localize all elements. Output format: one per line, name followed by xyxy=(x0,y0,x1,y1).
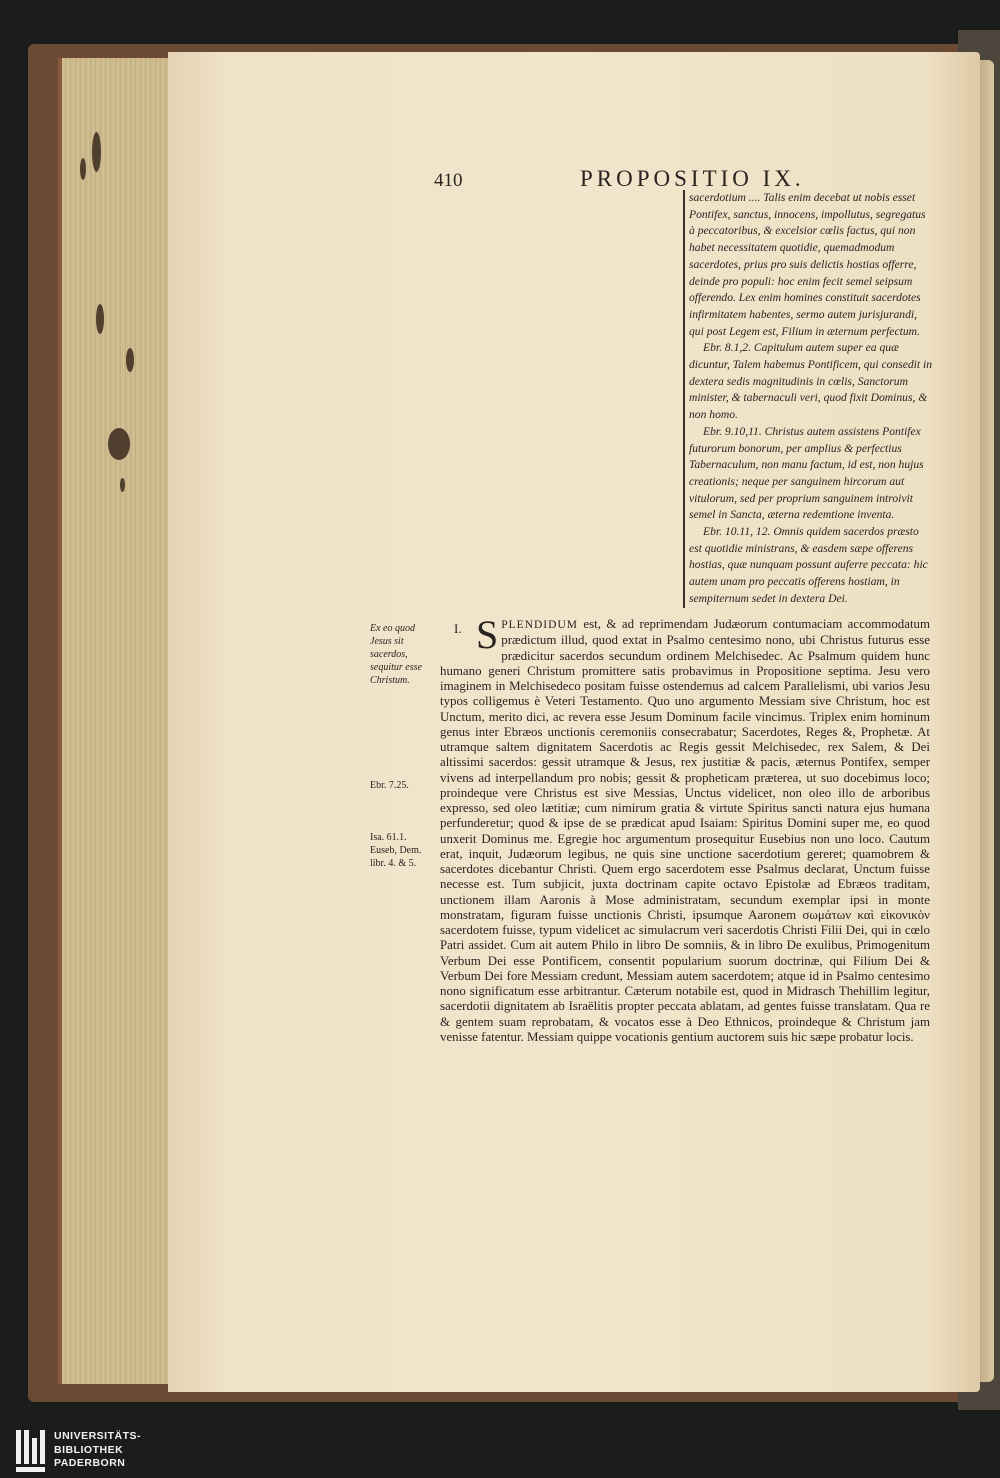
section-number: I. xyxy=(454,621,462,636)
margin-note: Ex eo quod Jesus sit sacerdos, sequitur esse Christum. xyxy=(370,623,422,686)
quote-paragraph: Ebr. 8.1,2. Capitulum autem super ea quæ dicuntur, Talem habemus Pontificem, qui consedit in dextera sedis magnitudinis in cœlis, Sanctorum minister, & tabernaculi veri, quod fixit Dominus, & non homo. xyxy=(689,341,933,422)
ink-stain xyxy=(108,428,130,460)
drop-cap: S xyxy=(476,612,499,657)
page-number: 410 xyxy=(434,170,463,191)
logo-line: UNIVERSITÄTS- xyxy=(54,1430,142,1442)
margin-note: Ebr. 7.25. xyxy=(370,780,409,791)
opening-word: PLENDIDUM xyxy=(501,619,578,631)
ink-stain xyxy=(126,348,134,372)
library-logo-icon xyxy=(16,1430,46,1472)
quote-paragraph: Ebr. 9.10,11. Christus autem assistens Pontifex futurorum bonorum, per amplius & perfectius Tabernaculum, non manu factum, id est, non hujus creationis; neque per sanguinem hircorum aut vitulorum, sed per proprium sanguinem introivit semel in Sancta, æterna redemtione inventa. xyxy=(689,424,924,522)
ink-stain xyxy=(96,304,104,334)
book-fore-edge xyxy=(58,58,178,1384)
ink-stain xyxy=(80,158,86,180)
margin-note: Isa. 61.1. Euseb, Dem. libr. 4. & 5. xyxy=(370,832,422,869)
logo-line: BIBLIOTHEK xyxy=(54,1443,124,1456)
logo-line: PADERBORN xyxy=(54,1457,126,1469)
quote-paragraph: sacerdotium .... Talis enim decebat ut nobis esset Pontifex, sanctus, innocens, impollutus, segregatus à peccatoribus, & excelsior cœlis factus, qui non habet necessitatem quotidie, quemadmodum sacerdotes, prius pro suis delictis hostias offerre, deinde pro populi: hoc enim fecit semel seipsum offerendo. Lex enim homines constituit sacerdotes infirmitatem habentes, sermo autem jurisjurandi, qui post Legem est, Filium in æternum perfectum. xyxy=(689,191,926,338)
library-logo-text xyxy=(54,1430,141,1471)
scripture-quote-column xyxy=(683,190,934,608)
body-text xyxy=(440,612,930,1045)
quote-paragraph: Ebr. 10.11, 12. Omnis quidem sacerdos præsto est quotidie ministrans, & easdem sæpe offerens hostias, quæ nunquam possunt auferre peccata: hic autem unam pro peccatis offerens hostiam, in sempiternum sedet in dextera Dei. xyxy=(689,525,928,605)
ink-stain xyxy=(120,478,125,492)
running-head: PROPOSITIO IX. xyxy=(580,166,805,191)
ink-stain xyxy=(92,132,101,172)
body-paragraph: est, & ad reprimendam Judæorum contumaciam accommodatum prædictum illud, quod extat in Psalmo centesimo nono, ubi Christus futurus esse prædicitur sacerdos secundum ordinem Melchisedec. Ac Psalmum quidem hunc humano generi Christum promittere satis probavimus in Propositione septima. Jesu vero imaginem in Melchisedeco positam fuisse ostendemus ad calcem Parallelismi, ubi varios Jesu typos colligemus è Veteri Testamento. Quo uno argumento Messiam sive Christum, hoc est Unctum, merito dici, ac revera esse Jesum Dominum facile vincimus. Triplex enim hominum genus inter Ebræos unctionis ceremoniis consecrabatur; Sacerdotes, Reges &, Prophetæ. At utramque saltem dignitatem Sacerdotis ac Regis gessit Melchisedec, rex Salem, & Dei altissimi sacerdos: gessit utramque & Jesus, rex justitiæ & pacis, æternus Pontifex, semper vivens ad interpellandum pro nobis; gessit & propheticam præterea, ut suo docebimus loco; proindeque vere Christus est sive Messias, Unctus videlicet, non oleo illo de arboribus expresso, sed oleo lætitiæ; cum nimirum gratia & virtute Spiritus sancti natura ejus humana perfunderetur; quod & ipse de se prædicat apud Isaiam: Spiritus Domini super me, eo quod unxerit Dominus me. Egregie hoc argumentum prosequitur Eusebius non uno loco. Cautum erat, inquit, Judæorum legibus, ne quis sine unctione sacerdotium gereret; quamobrem & sacerdotes dicebantur Christi. Quem ergo sacerdotem esse Psalmus declarat, Unctum fuisse necesse est. Tum subjicit, juxta doctrinam capite octavo Epistolæ ad Ebræos traditam, unctionem illam Aaronis à Mose administratam, secundum exemplar ipsi in monte monstratam, figuram fuisse unctionis Christi, ipsumque Aaronem σωμάτων καὶ εἰκονικὸν sacerdotem fuisse, typum videlicet ac simulacrum veri sacerdotis Christi Filii Dei, qui in cœlo Patri assidet. Cum ait autem Philo in libro De somniis, & in libro De exulibus, Primogenitum Verbum Dei esse Pontificem, consentit popularium suorum doctrinæ, qui Filium Dei & Verbum Dei fore Messiam credunt, Messiam autem sacerdotem; atque id in Psalmo centesimo nono significatum esse arbitrantur. Cæterum notabile est, quod in Midrasch Thehillim legitur, sacerdotii dignitatem ab Israëlitis propter peccata ablatam, ad gentes fuisse translatam. Qua re & gentem suam reprobatam, & vocatos esse à Deo Ethnicos, proindeque & Christum jam venisse fatentur. Messiam quippe vocationis gentium auctorem suis hic sæpe probatur locis. xyxy=(440,617,930,1044)
